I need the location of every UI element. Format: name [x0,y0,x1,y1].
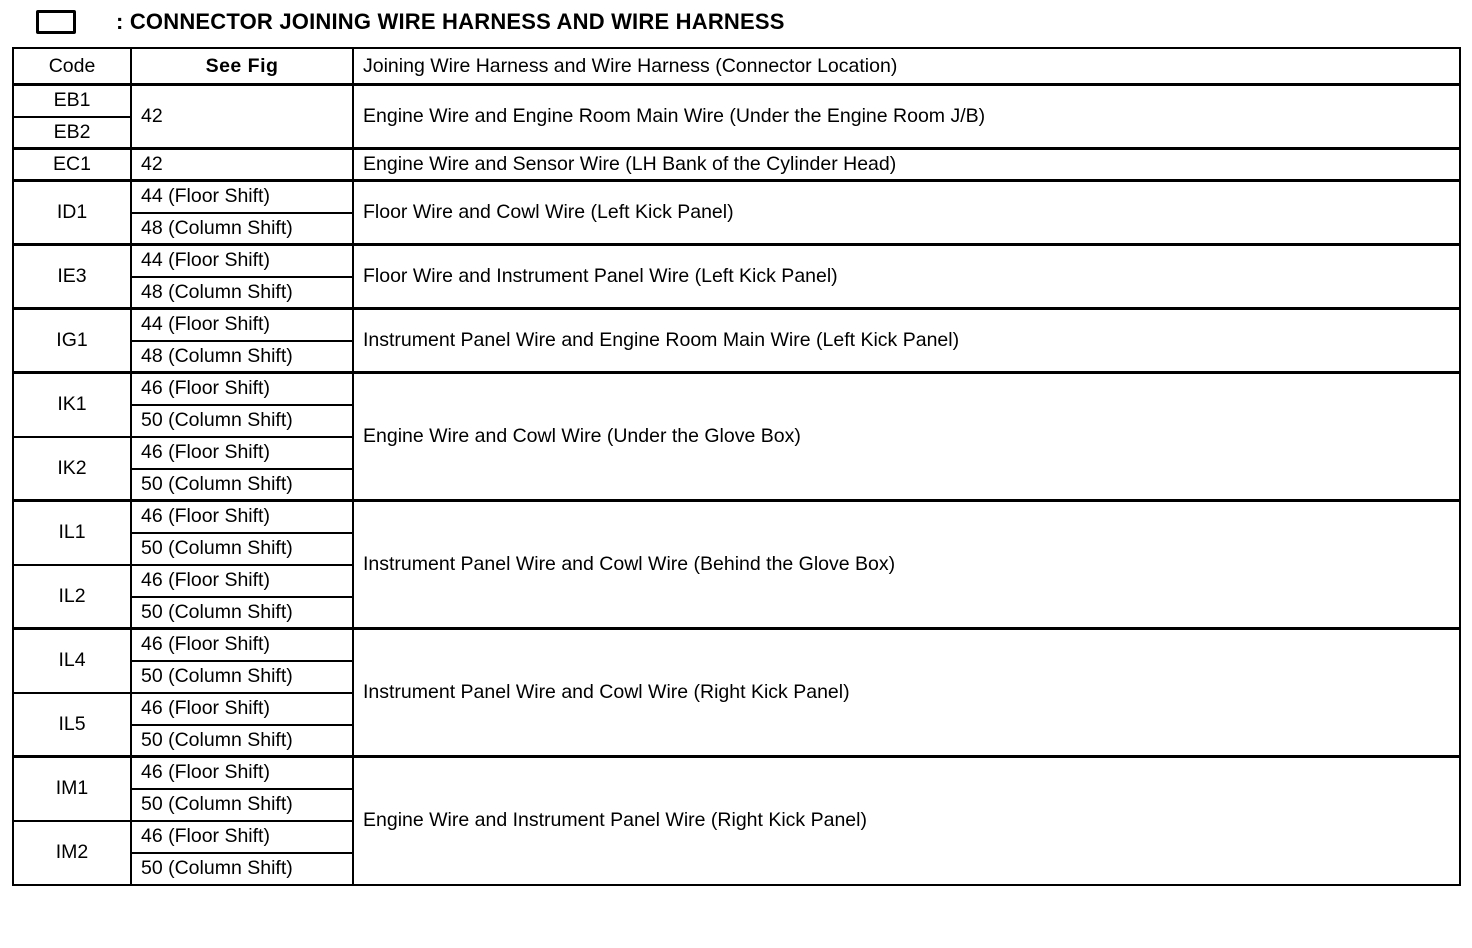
code-cell: IL1 [13,501,131,565]
location-cell: Floor Wire and Instrument Panel Wire (Left Kick Panel) [353,245,1460,309]
see-fig-cell: 48 (Column Shift) [131,277,353,309]
table-row [13,181,1460,213]
see-fig-cell: 46 (Floor Shift) [131,757,353,789]
see-fig-cell: 46 (Floor Shift) [131,821,353,853]
see-fig-cell: 46 (Floor Shift) [131,501,353,533]
code-cell: ID1 [13,181,131,245]
page-title: : CONNECTOR JOINING WIRE HARNESS AND WIRE HARNESS [116,9,785,34]
connector-legend-box-icon [36,10,76,34]
see-fig-cell: 44 (Floor Shift) [131,309,353,341]
location-cell: Floor Wire and Cowl Wire (Left Kick Panel) [353,181,1460,245]
see-fig-cell: 44 (Floor Shift) [131,181,353,213]
see-fig-cell: 46 (Floor Shift) [131,437,353,469]
table-row [13,85,1460,117]
code-cell: IE3 [13,245,131,309]
location-cell: Engine Wire and Sensor Wire (LH Bank of the Cylinder Head) [353,149,1460,181]
location-cell: Engine Wire and Instrument Panel Wire (Right Kick Panel) [353,757,1460,885]
code-cell: EB1 [13,85,131,117]
code-cell: IL2 [13,565,131,629]
table-row [13,757,1460,789]
see-fig-cell: 50 (Column Shift) [131,533,353,565]
table-row [13,245,1460,277]
table-row [13,309,1460,341]
see-fig-cell: 50 (Column Shift) [131,469,353,501]
table-row [13,501,1460,533]
table-row [13,629,1460,661]
code-cell: IL4 [13,629,131,693]
location-cell: Engine Wire and Engine Room Main Wire (Under the Engine Room J/B) [353,85,1460,149]
code-cell: IM1 [13,757,131,821]
see-fig-cell: 44 (Floor Shift) [131,245,353,277]
table-body [13,85,1460,885]
location-cell: Engine Wire and Cowl Wire (Under the Glove Box) [353,373,1460,501]
code-cell: EB2 [13,117,131,149]
location-cell: Instrument Panel Wire and Engine Room Main Wire (Left Kick Panel) [353,309,1460,373]
see-fig-cell: 42 [131,85,353,149]
table-row [13,149,1460,181]
code-cell: IK2 [13,437,131,501]
connector-table [12,47,1461,886]
see-fig-cell: 50 (Column Shift) [131,853,353,885]
code-cell: IL5 [13,693,131,757]
code-cell: IG1 [13,309,131,373]
code-cell: EC1 [13,149,131,181]
location-cell: Instrument Panel Wire and Cowl Wire (Behind the Glove Box) [353,501,1460,629]
see-fig-cell: 46 (Floor Shift) [131,373,353,405]
see-fig-cell: 50 (Column Shift) [131,597,353,629]
column-header-code: Code [13,48,131,85]
see-fig-cell: 48 (Column Shift) [131,341,353,373]
see-fig-cell: 50 (Column Shift) [131,661,353,693]
code-cell: IM2 [13,821,131,885]
column-header-location: Joining Wire Harness and Wire Harness (Connector Location) [353,48,1460,85]
see-fig-cell: 42 [131,149,353,181]
page-header [36,6,785,38]
see-fig-cell: 46 (Floor Shift) [131,565,353,597]
table-header-row [13,48,1460,85]
table-row [13,373,1460,405]
see-fig-cell: 50 (Column Shift) [131,405,353,437]
column-header-see-fig: See Fig [131,48,353,85]
see-fig-cell: 50 (Column Shift) [131,725,353,757]
see-fig-cell: 46 (Floor Shift) [131,629,353,661]
location-cell: Instrument Panel Wire and Cowl Wire (Right Kick Panel) [353,629,1460,757]
see-fig-cell: 48 (Column Shift) [131,213,353,245]
code-cell: IK1 [13,373,131,437]
see-fig-cell: 50 (Column Shift) [131,789,353,821]
see-fig-cell: 46 (Floor Shift) [131,693,353,725]
